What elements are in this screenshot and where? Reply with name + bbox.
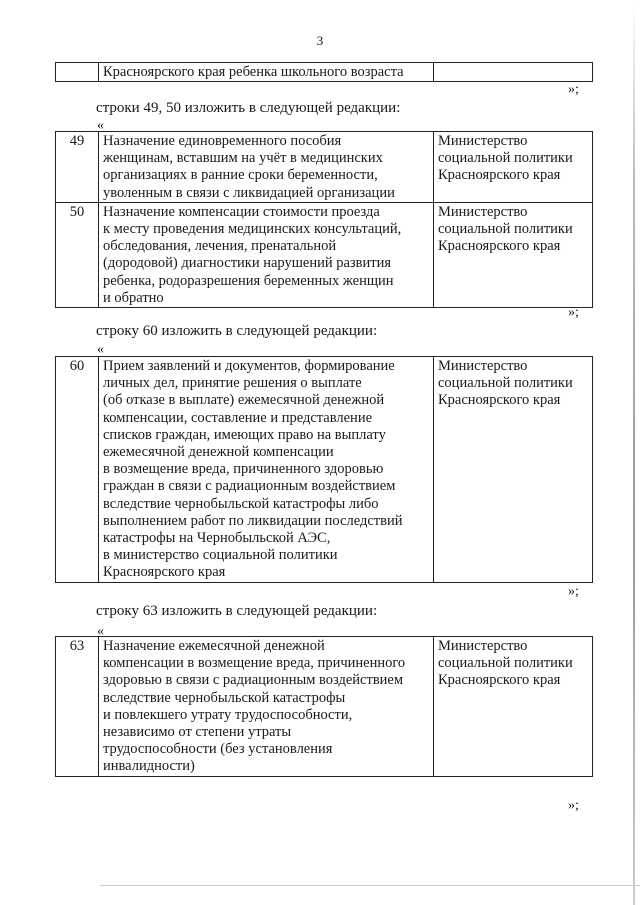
- text-line: Министерство: [438, 133, 528, 149]
- text-line: инвалидности): [103, 758, 195, 775]
- text-line: социальной политики: [438, 150, 573, 167]
- table-row: [56, 357, 593, 583]
- text-line: социальной политики: [438, 221, 573, 238]
- scan-edge: [633, 0, 635, 905]
- close-quote: »;: [568, 584, 579, 599]
- text-line: Прием заявлений и документов, формирование: [103, 358, 395, 374]
- table-row: [56, 132, 593, 203]
- table-rows-49-50: [55, 131, 593, 308]
- text-line: выполнением работ по ликвидации последствий: [103, 512, 403, 529]
- row-description: [99, 357, 434, 583]
- row-description: Красноярского края ребенка школьного возраста: [99, 63, 434, 82]
- text-line: в министерство социальной политики: [103, 547, 338, 564]
- instruction-text: строку 60 изложить в следующей редакции:: [96, 323, 378, 339]
- text-line: вследствие чернобыльской катастрофы: [103, 689, 346, 706]
- text-line: обследования, лечения, пренатальной: [103, 238, 337, 255]
- text-line: компенсации, составление и представление: [103, 409, 373, 426]
- text-line: Красноярского края: [438, 238, 561, 255]
- text-line: организациях в ранние сроки беременности,: [103, 167, 378, 184]
- text-line: компенсации в возмещение вреда, причиненного: [103, 655, 406, 672]
- text-line: в возмещение вреда, причиненного здоровью: [103, 461, 384, 478]
- text-line: Министерство: [438, 358, 528, 374]
- row-description: [99, 132, 434, 203]
- row-organization: [434, 63, 593, 82]
- text-line: здоровью в связи с радиационным воздействием: [103, 672, 404, 689]
- instruction-text: строку 63 изложить в следующей редакции:: [96, 603, 378, 619]
- close-quote: »;: [568, 82, 579, 97]
- text-line: независимо от степени утраты: [103, 724, 292, 741]
- text-line: социальной политики: [438, 375, 573, 392]
- text-line: личных дел, принятие решения о выплате: [103, 375, 362, 392]
- text-line: списков граждан, имеющих право на выплату: [103, 426, 386, 443]
- row-organization: [434, 132, 593, 203]
- table-row: [56, 202, 593, 307]
- open-quote: «: [97, 118, 104, 133]
- page-number: 3: [316, 33, 324, 48]
- text-line: трудоспособности (без установления: [103, 741, 333, 758]
- text-line: Красноярского края: [438, 167, 561, 184]
- text-line: (об отказе в выплате) ежемесячной денежной: [103, 392, 385, 409]
- close-quote: »;: [568, 798, 579, 813]
- close-quote: »;: [568, 305, 579, 320]
- row-number: 60: [56, 357, 99, 583]
- text-line: граждан в связи с радиационным воздействием: [103, 478, 396, 495]
- table-row-63: [55, 636, 593, 777]
- text-line: ребенка, родоразрешения беременных женщин: [103, 272, 394, 289]
- text-line: (дородовой) диагностики нарушений развития: [103, 255, 392, 272]
- text-line: к месту проведения медицинских консультаций,: [103, 221, 402, 238]
- text-line: и обратно: [103, 289, 164, 306]
- text-line: вследствие чернобыльской катастрофы либо: [103, 495, 379, 512]
- text-line: катастрофы на Чернобыльской АЭС,: [103, 530, 331, 547]
- text-line: Назначение компенсации стоимости проезда: [103, 203, 380, 220]
- row-number: 63: [56, 637, 99, 777]
- row-organization: [434, 637, 593, 777]
- scan-bottom-line: [100, 885, 640, 886]
- text-line: Назначение ежемесячной денежной: [103, 638, 325, 654]
- table-continuation: [55, 62, 593, 82]
- text-line: Министерство: [438, 203, 528, 220]
- row-number: 50: [56, 202, 99, 307]
- text-line: ежемесячной денежной компенсации: [103, 444, 334, 461]
- text-line: Красноярского края: [438, 672, 561, 689]
- row-number: 49: [56, 132, 99, 203]
- row-organization: [434, 357, 593, 583]
- text-line: и повлекшего утрату трудоспособности,: [103, 706, 353, 723]
- text-line: Красноярского края: [103, 564, 226, 581]
- table-row: [56, 637, 593, 777]
- text-line: Министерство: [438, 638, 528, 654]
- text-line: уволенным в связи с ликвидацией организации: [103, 184, 395, 201]
- open-quote: «: [97, 342, 104, 357]
- row-number: [56, 63, 99, 82]
- text-line: женщинам, вставшим на учёт в медицинских: [103, 150, 383, 167]
- table-row-60: [55, 356, 593, 583]
- text-line: социальной политики: [438, 655, 573, 672]
- row-description: [99, 202, 434, 307]
- text-line: Красноярского края: [438, 392, 561, 409]
- table-row: [56, 63, 593, 82]
- row-description: [99, 637, 434, 777]
- text-line: Назначение единовременного пособия: [103, 133, 342, 149]
- instruction-text: строки 49, 50 изложить в следующей редакции:: [96, 100, 401, 116]
- open-quote: «: [97, 624, 104, 639]
- row-organization: [434, 202, 593, 307]
